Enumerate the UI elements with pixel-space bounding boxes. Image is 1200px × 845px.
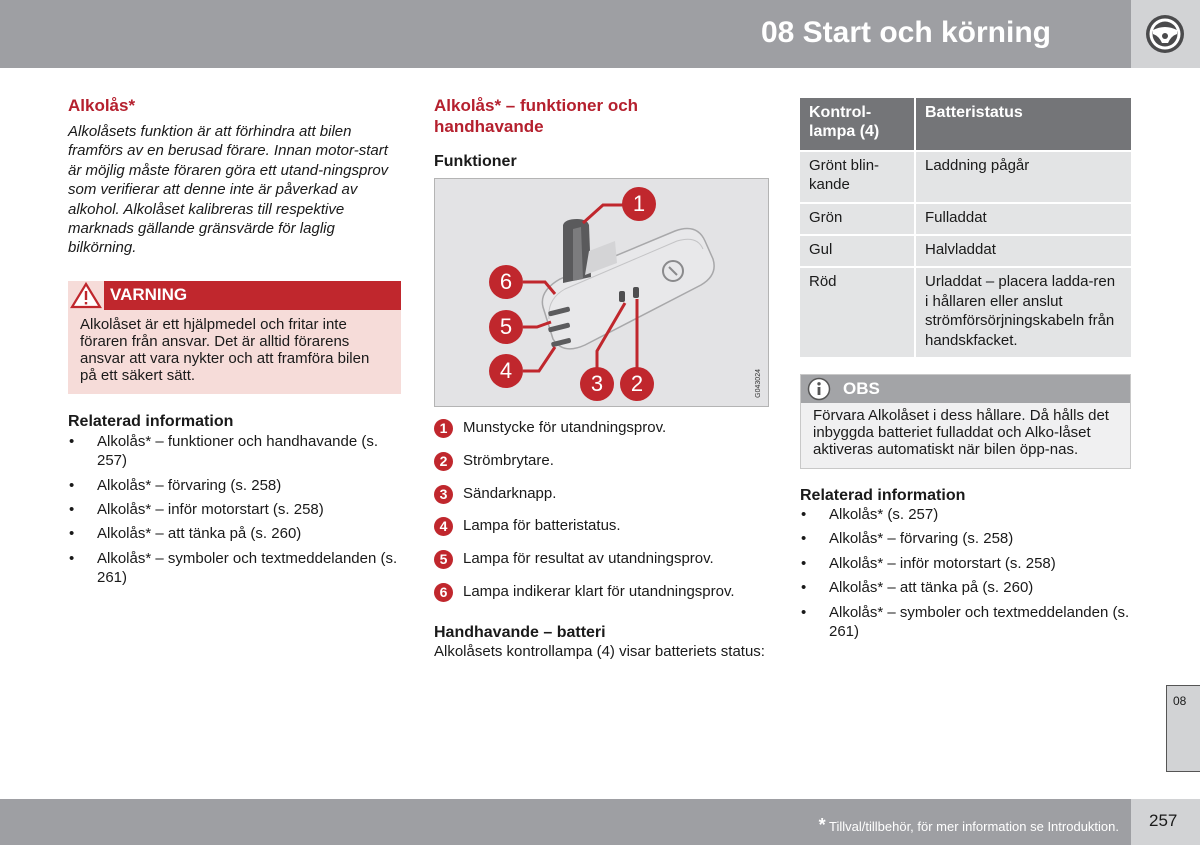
table-header: Batteristatus (915, 98, 1131, 151)
related-list (800, 505, 1131, 641)
footer-note: * Tillval/tillbehör, för mer information se Introduktion. (818, 815, 1119, 835)
related-list (68, 432, 401, 588)
legend-item: 6 Lampa indikerar klart för utandningsprov. (434, 582, 769, 615)
related-link[interactable]: • Alkolås* – att tänka på (s. 260) (801, 579, 1034, 597)
related-link[interactable]: • Alkolås* – förvaring (s. 258) (69, 476, 282, 494)
related-link[interactable]: • Alkolås* (s. 257) (801, 506, 939, 524)
callout-4: 4 (489, 354, 523, 388)
legend-number: 4 (434, 517, 453, 536)
page-footer (0, 799, 1131, 845)
related-link[interactable]: • Alkolås* – inför motorstart (s. 258) (801, 554, 1056, 572)
info-icon (807, 377, 831, 401)
battery-heading: Handhavande – batteri (434, 623, 606, 641)
related-link[interactable]: • Alkolås* – symboler och textmeddelanden (s. 261) (69, 549, 398, 587)
warning-title: VARNING (110, 284, 188, 304)
legend-item: 4 Lampa för batteristatus. (434, 516, 769, 549)
related-link[interactable]: • Alkolås* – förvaring (s. 258) (801, 530, 1014, 548)
legend-item: 2 Strömbrytare. (434, 451, 769, 484)
section-heading-functions: Alkolås* – funktioner och handhavande (434, 96, 639, 136)
table-cell: Röd (800, 267, 915, 357)
chapter-icon-box (1131, 0, 1200, 68)
table-header-row (800, 98, 1131, 151)
column-left (68, 95, 401, 588)
callout-2: 2 (620, 367, 654, 401)
legend-number: 6 (434, 583, 453, 602)
related-info-heading: Relaterad information (800, 487, 966, 505)
table-row (800, 267, 1131, 357)
table-row (800, 203, 1131, 235)
callout-6: 6 (489, 265, 523, 299)
page-number: 257 (1149, 811, 1178, 830)
warning-header (68, 281, 401, 310)
table-cell: Halvladdat (915, 235, 1131, 267)
page-number-box (1131, 799, 1200, 845)
table-cell: Grön (800, 203, 915, 235)
table-row (800, 235, 1131, 267)
callout-legend (434, 418, 769, 615)
table-row (800, 151, 1131, 203)
note-box (800, 374, 1131, 469)
legend-number: 2 (434, 452, 453, 471)
related-link[interactable]: • Alkolås* – symboler och textmeddelanden (s. 261) (801, 603, 1130, 641)
note-title: OBS (843, 379, 880, 399)
legend-item: 5 Lampa för resultat av utandningsprov. (434, 549, 769, 582)
warning-box (68, 281, 401, 394)
chapter-tab[interactable] (1166, 685, 1200, 772)
steering-wheel-icon (1144, 13, 1186, 55)
table-cell: Gul (800, 235, 915, 267)
section-heading-alkolas: Alkolås* (68, 96, 136, 115)
table-cell: Laddning pågår (915, 151, 1131, 203)
related-link[interactable]: • Alkolås* – inför motorstart (s. 258) (69, 501, 324, 519)
table-cell: Grönt blin-kande (800, 151, 915, 203)
table-cell: Urladdat – placera ladda-ren i hållaren eller anslut strömförsörjningskabeln från handskfacket. (915, 267, 1131, 357)
related-link[interactable]: • Alkolås* – funktioner och handhavande (s. 257) (69, 432, 379, 470)
chapter-title: 08 Start och körning (760, 16, 1051, 49)
battery-paragraph: Alkolåsets kontrollampa (4) visar batteriets status: (434, 642, 765, 660)
legend-item: 1 Munstycke för utandningsprov. (434, 418, 769, 451)
legend-number: 3 (434, 485, 453, 504)
legend-item: 3 Sändarknapp. (434, 484, 769, 517)
intro-paragraph: Alkolåsets funktion är att förhindra att bilen framförs av en berusad förare. Innan motor-start är möjlig måste föraren göra ett utand-ningsprov som verifierar att denne inte är påverkad av alkohol. Alkolåset kalibreras till respektive marknads gällande gränsvärde för laglig bilkörning. (68, 123, 389, 257)
chapter-header (0, 0, 1131, 68)
related-info-heading: Relaterad information (68, 412, 234, 430)
column-middle (434, 95, 769, 661)
table-cell: Fulladdat (915, 203, 1131, 235)
battery-status-table (800, 98, 1131, 357)
figure-code: G043024 (755, 369, 762, 398)
note-header (801, 375, 1130, 403)
callout-3: 3 (580, 367, 614, 401)
warning-text: Alkolåset är ett hjälpmedel och fritar inte föraren från ansvar. Det är alltid förarens ansvar att vara nykter och att framföra bilen på ett säkert sätt. (80, 315, 370, 384)
callout-5: 5 (489, 310, 523, 344)
related-link[interactable]: • Alkolås* – att tänka på (s. 260) (69, 525, 302, 543)
warning-triangle-icon (68, 281, 104, 310)
legend-number: 5 (434, 550, 453, 569)
callout-1: 1 (622, 187, 656, 221)
column-right (800, 98, 1131, 642)
table-header: Kontrol-lampa (4) (800, 98, 915, 151)
note-text: Förvara Alkolåset i dess hållare. Då hålls det inbyggda batteriet fulladdat och Alko-låset aktiveras automatiskt när bilen öpp-nas. (813, 407, 1109, 459)
chapter-tab-label: 08 (1173, 694, 1187, 708)
functions-subheading: Funktioner (434, 153, 517, 170)
device-illustration (434, 178, 769, 407)
legend-number: 1 (434, 419, 453, 438)
